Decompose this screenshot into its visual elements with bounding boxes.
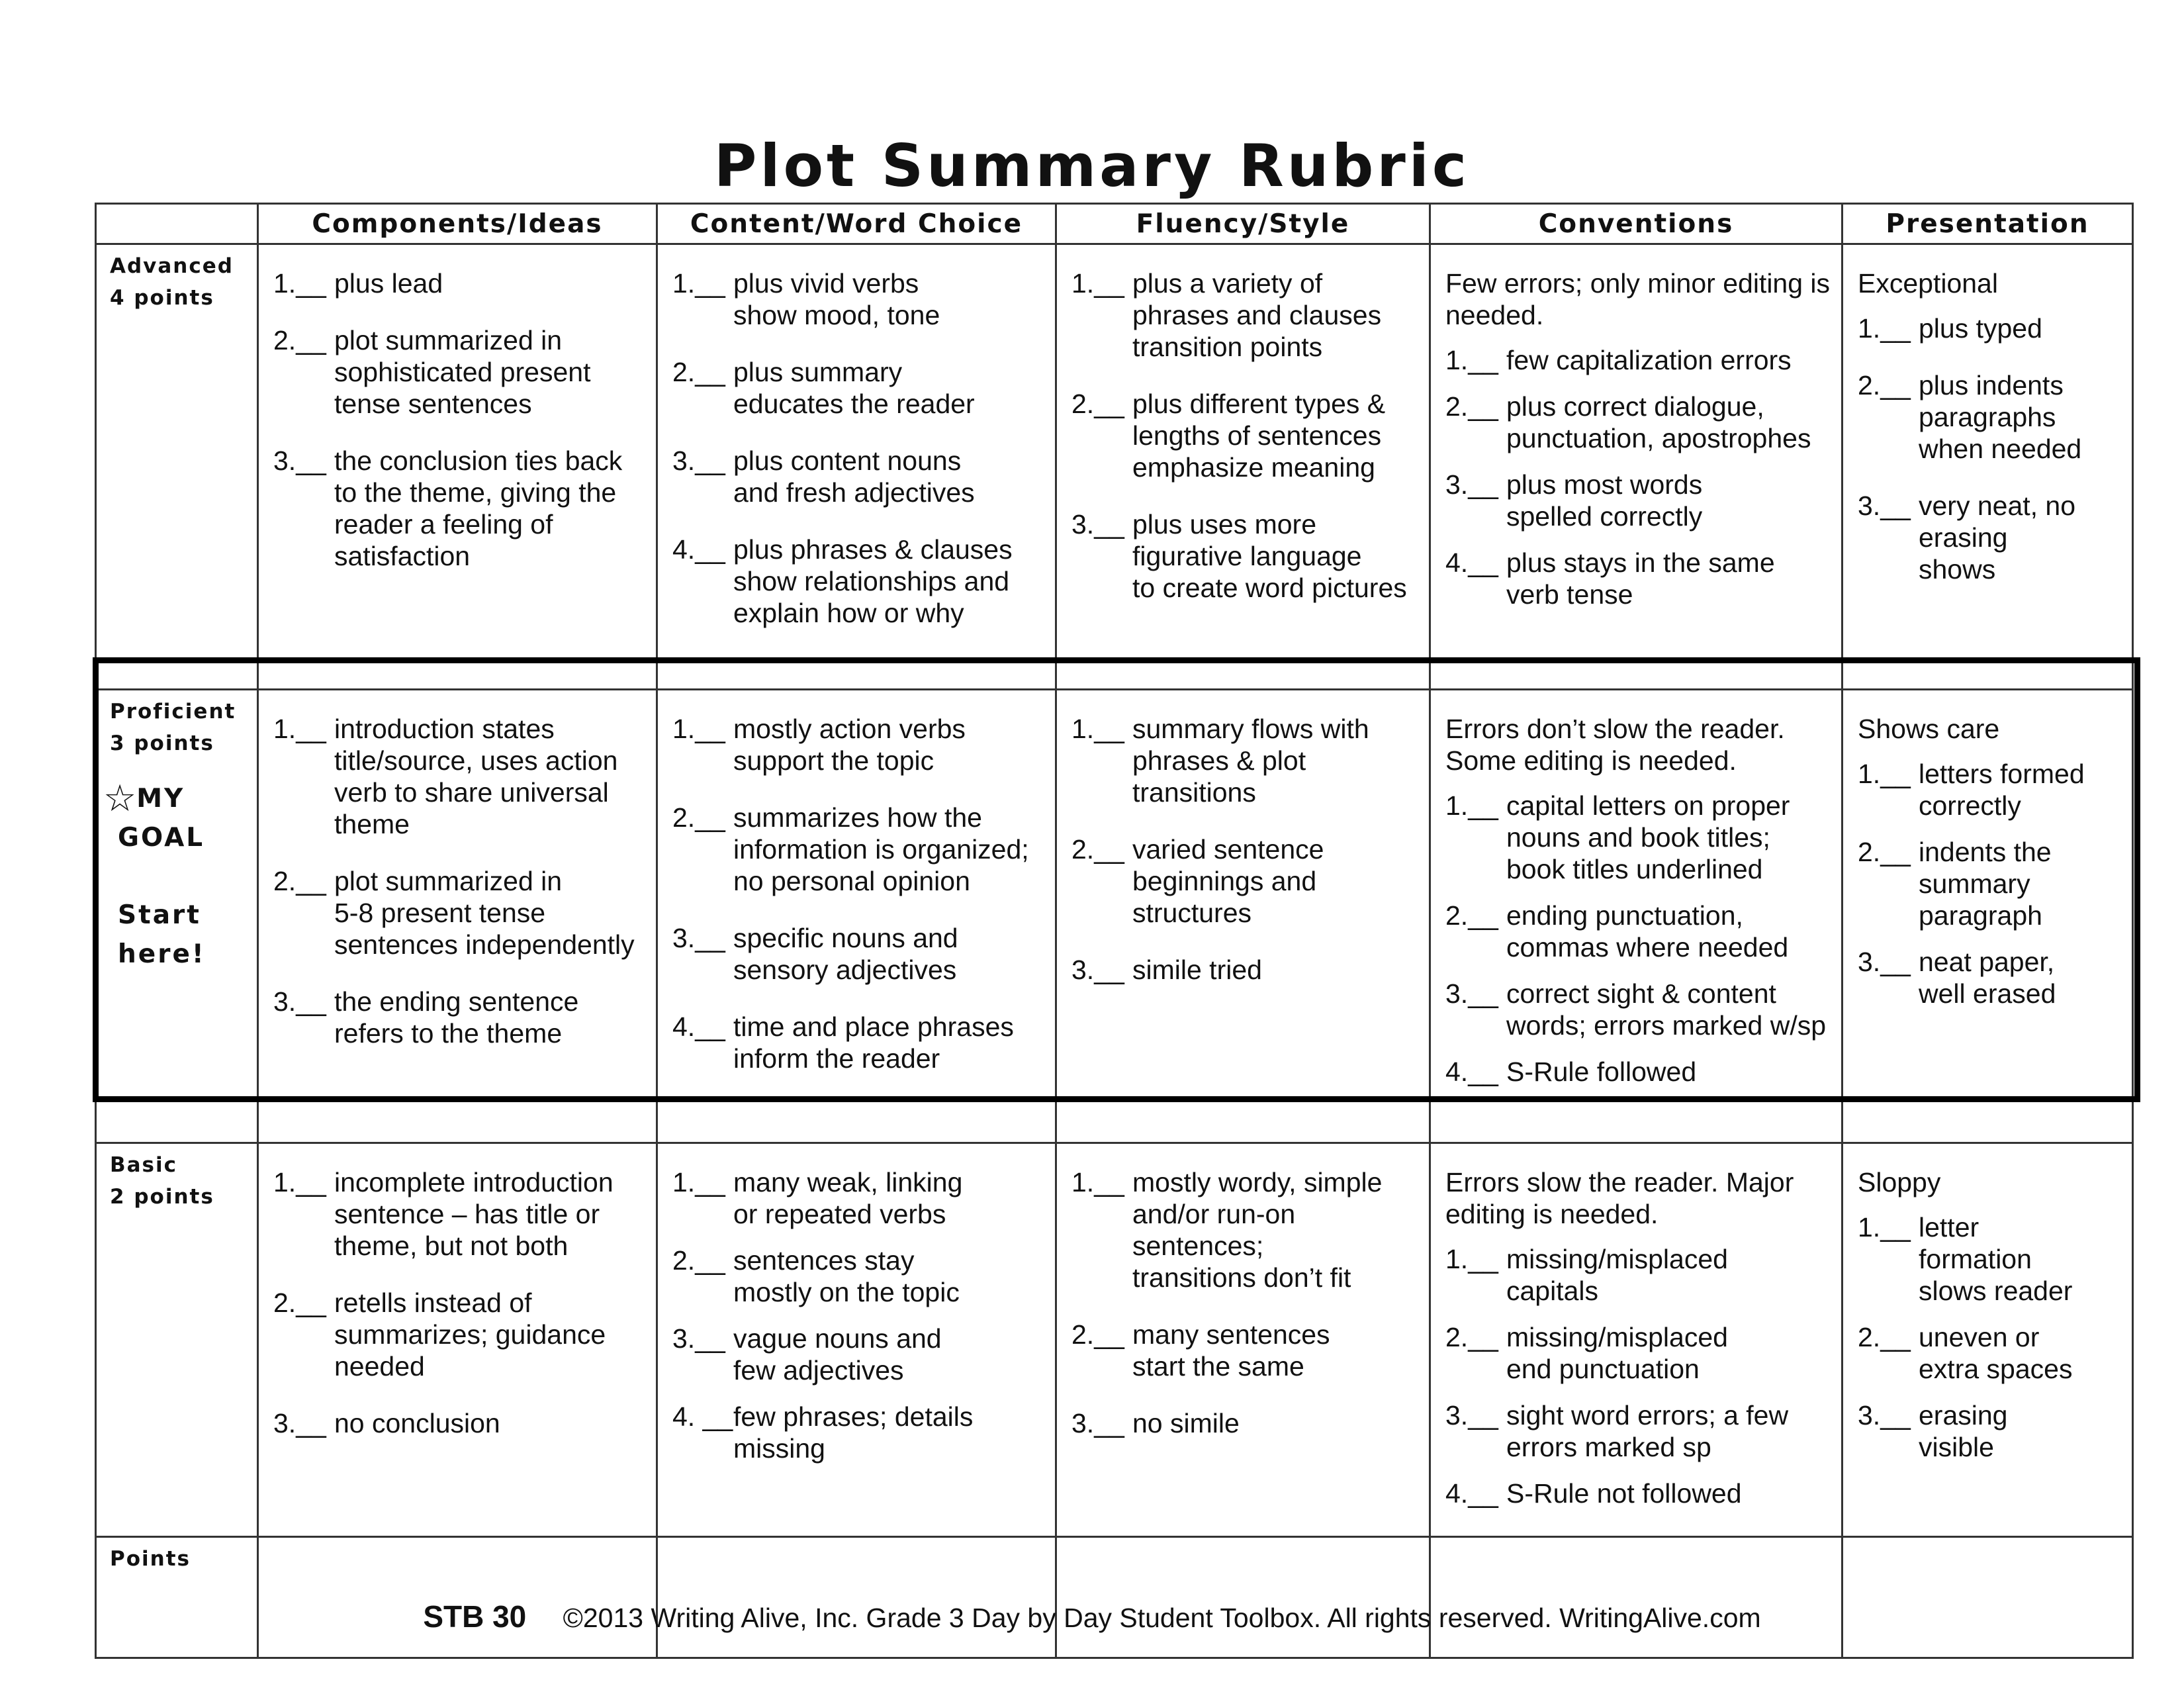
criterion-text: correct sight & content words; errors marked w/sp (1506, 978, 1827, 1041)
criterion-item (672, 713, 1046, 776)
criterion-text: sentences stay mostly on the topic (733, 1245, 960, 1307)
criterion-number: 1.__ (273, 1167, 326, 1197)
criterion-item (1445, 469, 1832, 532)
criterion-item (1071, 1166, 1420, 1293)
criterion-text: plus stays in the same verb tense (1506, 547, 1775, 610)
criterion-item (1858, 369, 2122, 465)
criterion-text: the conclusion ties back to the theme, giving the reader a feeling of satisfaction (334, 445, 623, 571)
criterion-number: 1.__ (1445, 1244, 1498, 1274)
criterion-item (273, 986, 647, 1049)
criterion-item (1858, 946, 2122, 1009)
points-cell (1430, 1537, 1843, 1658)
criterion-text: few phrases; details missing (733, 1401, 974, 1464)
criterion-number: 2.__ (1071, 834, 1124, 865)
level-summary: Exceptional (1858, 268, 1998, 299)
criterion-number: 4. __ (672, 1401, 733, 1432)
criterion-item (1071, 833, 1420, 929)
level-name: Proficient (110, 700, 236, 724)
criterion-item (273, 1166, 647, 1262)
criterion-text: missing/misplaced capitals (1506, 1244, 1728, 1306)
level-summary: Errors slow the reader. Major editing is needed. (1445, 1167, 1794, 1229)
criterion-number: 1.__ (1071, 1167, 1124, 1197)
footer (0, 1599, 2184, 1634)
criterion-item (672, 1011, 1046, 1074)
criterion-item (672, 356, 1046, 420)
criterion-number: 2.__ (1445, 1322, 1498, 1352)
criterion-number: 1.__ (1071, 714, 1124, 744)
criteria-cell (1843, 244, 2133, 690)
criterion-item (1445, 900, 1832, 963)
criterion-number: 1.__ (1445, 790, 1498, 821)
column-header: Components/Ideas (258, 204, 657, 244)
criterion-item (273, 267, 647, 299)
criterion-text: S-Rule not followed (1506, 1478, 1742, 1509)
criteria-cell (1056, 1143, 1430, 1537)
criteria-cell (1430, 244, 1843, 690)
criterion-number: 3.__ (1071, 955, 1124, 985)
rubric-table (95, 203, 2134, 1659)
criterion-item (1445, 790, 1832, 885)
row-label (96, 690, 258, 1143)
criterion-text: time and place phrases inform the reader (733, 1011, 1014, 1074)
criterion-number: 1.__ (1071, 268, 1124, 299)
column-header: Presentation (1843, 204, 2133, 244)
criterion-number: 3.__ (1858, 491, 1911, 521)
criterion-number: 3.__ (1445, 469, 1498, 500)
criterion-number: 1.__ (672, 268, 725, 299)
criteria-cell (1430, 690, 1843, 1143)
criterion-item (1071, 388, 1420, 483)
level-summary: Errors don’t slow the reader. Some editing is needed. (1445, 714, 1785, 776)
criterion-item (273, 865, 647, 961)
criterion-item (1071, 954, 1420, 986)
criteria-cell (657, 690, 1056, 1143)
criterion-number: 2.__ (1445, 391, 1498, 422)
criteria-cell (1056, 690, 1430, 1143)
criterion-text: introduction states title/source, uses action verb to share universal theme (334, 714, 618, 839)
criterion-item (1858, 490, 2122, 585)
criterion-item (672, 922, 1046, 986)
criterion-number: 2.__ (1858, 837, 1911, 867)
goal-marker (103, 777, 257, 974)
column-header: Fluency/Style (1056, 204, 1430, 244)
criterion-number: 3.__ (273, 1408, 326, 1438)
criterion-text: summarizes how the information is organized; no personal opinion (733, 802, 1029, 896)
criterion-number: 2.__ (672, 357, 725, 387)
criterion-item (1858, 1321, 2122, 1385)
criterion-text: the ending sentence refers to the theme (334, 986, 579, 1049)
goal-text: MY (136, 784, 185, 814)
points-cell (657, 1537, 1056, 1658)
criterion-item (1858, 1399, 2122, 1463)
level-points: 4 points (110, 286, 214, 310)
criterion-number: 3.__ (1445, 978, 1498, 1009)
criterion-item (1445, 1243, 1832, 1307)
points-label: Points (110, 1547, 191, 1571)
row-label (96, 1143, 258, 1537)
criterion-text: S-Rule followed (1506, 1056, 1697, 1087)
footer-text: ©2013 Writing Alive, Inc. Grade 3 Day by Day Student Toolbox. All rights reserved. WritingAlive.com (563, 1603, 1761, 1633)
criteria-cell (657, 1143, 1056, 1537)
level-summary: Few errors; only minor editing is needed. (1445, 268, 1831, 330)
criterion-number: 1.__ (1858, 313, 1911, 344)
criterion-number: 2.__ (273, 1288, 326, 1318)
criterion-number: 2.__ (1445, 900, 1498, 931)
criterion-item (1445, 1321, 1832, 1385)
criterion-number: 2.__ (1071, 389, 1124, 419)
criterion-item (1445, 391, 1832, 454)
criterion-item (1071, 1407, 1420, 1439)
criterion-item (1071, 1319, 1420, 1382)
criterion-text: mostly wordy, simple and/or run-on sentences; transitions don’t fit (1132, 1167, 1383, 1293)
criterion-number: 1.__ (273, 268, 326, 299)
criterion-number: 1.__ (1445, 345, 1498, 375)
criterion-number: 1.__ (1858, 759, 1911, 789)
criterion-number: 3.__ (1071, 509, 1124, 539)
criterion-text: plus content nouns and fresh adjectives (733, 445, 975, 508)
criterion-number: 4.__ (672, 534, 725, 565)
criterion-item (672, 445, 1046, 508)
criterion-text: plus summary educates the reader (733, 357, 975, 419)
column-header: Conventions (1430, 204, 1843, 244)
criteria-cell (657, 244, 1056, 690)
row-advanced (96, 244, 2133, 690)
criterion-text: capital letters on proper nouns and book titles; book titles underlined (1506, 790, 1790, 884)
goal-text: GOAL (118, 823, 205, 853)
criterion-item (672, 1401, 1046, 1464)
criterion-number: 3.__ (1858, 1400, 1911, 1430)
criteria-cell (1056, 244, 1430, 690)
criterion-item (1445, 344, 1832, 376)
criterion-item (1071, 713, 1420, 808)
criterion-text: vague nouns and few adjectives (733, 1323, 942, 1385)
criterion-number: 1.__ (672, 714, 725, 744)
criterion-text: sight word errors; a few errors marked sp (1506, 1400, 1789, 1462)
criterion-number: 3.__ (672, 445, 725, 476)
star-outline-icon: ☆ (103, 777, 137, 820)
criterion-item (1071, 508, 1420, 604)
criterion-number: 2.__ (1858, 370, 1911, 400)
criterion-number: 2.__ (273, 325, 326, 355)
criterion-item (1858, 758, 2122, 821)
criterion-text: plus phrases & clauses show relationships and explain how or why (733, 534, 1013, 628)
criterion-text: plot summarized in sophisticated present tense sentences (334, 325, 591, 419)
criteria-cell (1430, 1143, 1843, 1537)
criterion-number: 2.__ (1071, 1319, 1124, 1350)
points-cell (1056, 1537, 1430, 1658)
level-points: 3 points (110, 731, 214, 755)
criterion-text: plus a variety of phrases and clauses transition points (1132, 268, 1382, 362)
criterion-item (1445, 978, 1832, 1041)
criterion-item (672, 1323, 1046, 1386)
criterion-item (1445, 1399, 1832, 1463)
column-header: Content/Word Choice (657, 204, 1056, 244)
criterion-item (273, 1287, 647, 1382)
criterion-number: 3.__ (672, 923, 725, 953)
criterion-number: 3.__ (1858, 947, 1911, 977)
criterion-item (1858, 836, 2122, 931)
criterion-number: 1.__ (273, 714, 326, 744)
corner-cell (96, 204, 258, 244)
criterion-number: 4.__ (1445, 1056, 1498, 1087)
criterion-text: plus vivid verbs show mood, tone (733, 268, 940, 330)
criterion-text: uneven or extra spaces (1919, 1322, 2073, 1384)
level-points: 2 points (110, 1185, 214, 1209)
criterion-text: mostly action verbs support the topic (733, 714, 966, 776)
criterion-number: 4.__ (672, 1011, 725, 1042)
criterion-item (672, 267, 1046, 331)
level-summary: Sloppy (1858, 1167, 1941, 1197)
footer-code: STB 30 (423, 1599, 527, 1634)
row-points (96, 1537, 2133, 1658)
criterion-text: erasing visible (1919, 1400, 2008, 1462)
level-summary: Shows care (1858, 714, 2000, 744)
criteria-cell (258, 1143, 657, 1537)
criterion-text: no conclusion (334, 1408, 500, 1438)
criterion-text: summary flows with phrases & plot transitions (1132, 714, 1369, 808)
criterion-text: retells instead of summarizes; guidance needed (334, 1288, 606, 1382)
criterion-item (273, 1407, 647, 1439)
criterion-number: 2.__ (672, 1245, 725, 1276)
criterion-text: plus typed (1919, 313, 2042, 344)
criterion-text: many sentences start the same (1132, 1319, 1330, 1382)
criteria-cell (1843, 690, 2133, 1143)
criterion-text: few capitalization errors (1506, 345, 1792, 375)
criterion-number: 3.__ (1445, 1400, 1498, 1430)
criterion-number: 3.__ (672, 1323, 725, 1354)
level-name: Basic (110, 1153, 178, 1177)
criterion-number: 1.__ (1858, 1212, 1911, 1243)
criterion-number: 1.__ (672, 1167, 725, 1197)
points-cell (258, 1537, 657, 1658)
criterion-number: 2.__ (672, 802, 725, 833)
criterion-text: missing/misplaced end punctuation (1506, 1322, 1728, 1384)
criterion-text: plus lead (334, 268, 443, 299)
criterion-item (672, 534, 1046, 629)
criterion-number: 3.__ (1071, 1408, 1124, 1438)
criteria-cell (258, 690, 657, 1143)
level-name: Advanced (110, 254, 234, 278)
criterion-number: 3.__ (273, 445, 326, 476)
criterion-text: plot summarized in 5-8 present tense sentences independently (334, 866, 635, 960)
criterion-item (1445, 1477, 1832, 1509)
criterion-item (273, 324, 647, 420)
criterion-item (672, 1244, 1046, 1308)
criterion-number: 4.__ (1445, 1478, 1498, 1509)
criterion-item (672, 802, 1046, 897)
criterion-text: plus uses more figurative language to create word pictures (1132, 509, 1407, 603)
row-proficient (96, 690, 2133, 1143)
criterion-text: very neat, no erasing shows (1919, 491, 2076, 585)
criterion-text: plus indents paragraphs when needed (1919, 370, 2082, 464)
criterion-text: neat paper, well erased (1919, 947, 2056, 1009)
criterion-item (1445, 547, 1832, 610)
criterion-text: indents the summary paragraph (1919, 837, 2052, 931)
criterion-text: plus most words spelled correctly (1506, 469, 1703, 532)
criterion-number: 2.__ (273, 866, 326, 896)
header-row (96, 204, 2133, 244)
criterion-text: incomplete introduction sentence – has title or theme, but not both (334, 1167, 614, 1261)
criterion-item (1858, 312, 2122, 344)
row-label (96, 244, 258, 690)
criterion-item (672, 1166, 1046, 1230)
criterion-text: varied sentence beginnings and structures (1132, 834, 1324, 928)
criterion-item (1445, 1056, 1832, 1088)
criterion-item (1071, 267, 1420, 363)
criterion-text: no simile (1132, 1408, 1240, 1438)
criterion-number: 3.__ (273, 986, 326, 1017)
criterion-number: 4.__ (1445, 547, 1498, 578)
points-cell (1843, 1537, 2133, 1658)
criterion-text: plus correct dialogue, punctuation, apostrophes (1506, 391, 1811, 453)
criterion-text: letter formation slows reader (1919, 1212, 2073, 1306)
criterion-item (273, 445, 647, 572)
criterion-item (273, 713, 647, 840)
criterion-text: specific nouns and sensory adjectives (733, 923, 958, 985)
criterion-text: ending punctuation, commas where needed (1506, 900, 1789, 962)
criterion-text: letters formed correctly (1919, 759, 2085, 821)
start-text: Start (118, 900, 201, 930)
criterion-text: plus different types & lengths of sentences emphasize meaning (1132, 389, 1386, 483)
criteria-cell (1843, 1143, 2133, 1537)
row-basic (96, 1143, 2133, 1537)
criteria-cell (258, 244, 657, 690)
criterion-number: 2.__ (1858, 1322, 1911, 1352)
page-title: Plot Summary Rubric (713, 132, 1471, 200)
criterion-text: simile tried (1132, 955, 1262, 985)
criterion-text: many weak, linking or repeated verbs (733, 1167, 963, 1229)
criterion-item (1858, 1211, 2122, 1307)
row-label (96, 1537, 258, 1658)
start-text: here! (118, 939, 206, 969)
